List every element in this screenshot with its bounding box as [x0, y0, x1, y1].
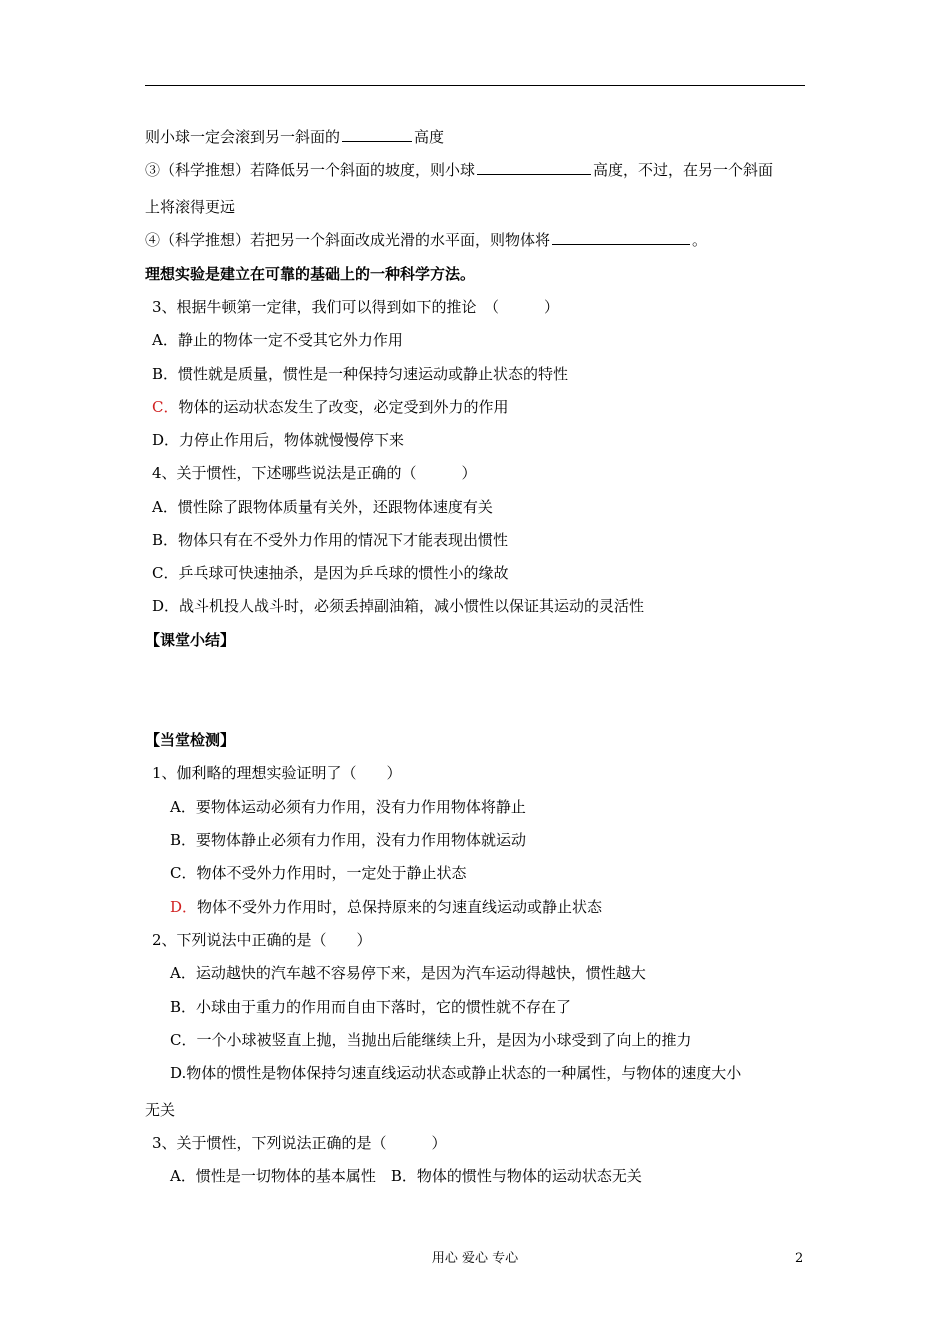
option-a [170, 797, 526, 817]
text-line [145, 197, 235, 217]
text-line [145, 127, 444, 147]
option-letter: A． [170, 798, 196, 816]
question-stem: 2、下列说法中正确的是（ ） [152, 931, 372, 949]
option-letter: B． [170, 831, 197, 849]
line-text: 上将滚得更远 [145, 198, 236, 216]
option-d [170, 897, 602, 917]
option-text: 一个小球被竖直上抛，当抛出后能继续上升，是因为小球受到了向上的推力 [196, 1031, 692, 1049]
section-heading-summary: 【课堂小结】 [145, 631, 236, 649]
option-letter: C． [170, 1031, 197, 1049]
option-a [170, 963, 646, 983]
option-letter: D. [170, 1064, 187, 1082]
option-text: 小球由于重力的作用而自由下落时，它的惯性就不存在了 [196, 998, 572, 1016]
option-text: 物体只有在不受外力作用的情况下才能表现出惯性 [178, 531, 509, 549]
section-heading-test: 【当堂检测】 [145, 731, 236, 749]
option-text: 运动越快的汽车越不容易停下来，是因为汽车运动得越快，惯性越大 [195, 964, 646, 982]
option-text: 要物体静止必须有力作用，没有力作用物体就运动 [196, 831, 527, 849]
text-line [145, 230, 707, 250]
option-c [170, 1030, 692, 1050]
option-c [170, 863, 467, 883]
line-text: 高度 [414, 128, 445, 146]
question-stem: 3、根据牛顿第一定律，我们可以得到如下的推论 （ ） [152, 298, 560, 316]
line-text: 。 [692, 231, 708, 249]
option-d [152, 430, 404, 450]
question-stem: 1、伽利略的理想实验证明了（ ） [152, 764, 402, 782]
option-a [152, 330, 403, 350]
question-stem: 4、关于惯性，下述哪些说法是正确的（ ） [152, 464, 477, 482]
option-letter: D． [152, 597, 180, 615]
option-text: 惯性除了跟物体质量有关外，还跟物体速度有关 [177, 498, 493, 516]
option-text: 要物体运动必须有力作用，没有力作用物体将静止 [195, 798, 526, 816]
answer-letter: C． [152, 398, 179, 416]
option-line: A．惯性是一切物体的基本属性 B．物体的惯性与物体的运动状态无关 [170, 1167, 642, 1185]
option-letter: B． [152, 365, 179, 383]
option-b [152, 530, 508, 550]
option-letter: A． [152, 498, 178, 516]
option-letter: D． [152, 431, 180, 449]
fill-blank [342, 127, 412, 142]
option-d [170, 1063, 741, 1083]
option-text: 惯性就是质量，惯性是一种保持匀速运动或静止状态的特性 [178, 365, 569, 383]
line-text: 高度，不过，在另一个斜面 [593, 161, 774, 179]
option-text: 战斗机投人战斗时，必须丢掉副油箱，减小惯性以保证其运动的灵活性 [179, 597, 645, 615]
bold-statement: 理想实验是建立在可靠的基础上的一种科学方法。 [145, 265, 476, 283]
footer-slogan: 用心 爱心 专心 [431, 1251, 519, 1266]
text-line [145, 160, 773, 180]
fill-blank [552, 230, 690, 245]
question-stem: 3、关于惯性，下列说法正确的是（ ） [152, 1134, 447, 1152]
option-text: 静止的物体一定不受其它外力作用 [177, 331, 403, 349]
option-letter: C． [152, 564, 179, 582]
option-text: 乒乓球可快速抽杀，是因为乒乓球的惯性小的缘故 [178, 564, 509, 582]
option-letter: A． [170, 964, 196, 982]
option-d [152, 596, 644, 616]
option-text: 物体的惯性是物体保持匀速直线运动状态或静止状态的一种属性，与物体的速度大小 [186, 1064, 742, 1082]
option-letter: C． [170, 864, 197, 882]
line-text: ④（科学推想）若把另一个斜面改成光滑的水平面，则物体将 [145, 231, 551, 249]
option-b [170, 997, 571, 1017]
page-number: 2 [795, 1251, 804, 1266]
option-text: 物体不受外力作用时，总保持原来的匀速直线运动或静止状态 [197, 898, 603, 916]
option-b [152, 364, 568, 384]
line-text: ③（科学推想）若降低另一个斜面的坡度，则小球 [145, 161, 476, 179]
line-text: 则小球一定会滚到另一斜面的 [145, 128, 341, 146]
answer-letter: D． [170, 898, 198, 916]
option-text: 力停止作用后，物体就慢慢停下来 [179, 431, 405, 449]
option-letter: A． [152, 331, 178, 349]
header-rule [145, 85, 805, 86]
option-b [170, 830, 526, 850]
option-text: 物体不受外力作用时，一定处于静止状态 [196, 864, 467, 882]
option-d-continuation: 无关 [145, 1101, 176, 1119]
option-letter: B． [170, 998, 197, 1016]
fill-blank [477, 160, 591, 175]
option-a [152, 497, 493, 517]
option-letter: B． [152, 531, 179, 549]
option-c [152, 563, 509, 583]
option-c [152, 397, 509, 417]
option-text: 物体的运动状态发生了改变，必定受到外力的作用 [178, 398, 509, 416]
